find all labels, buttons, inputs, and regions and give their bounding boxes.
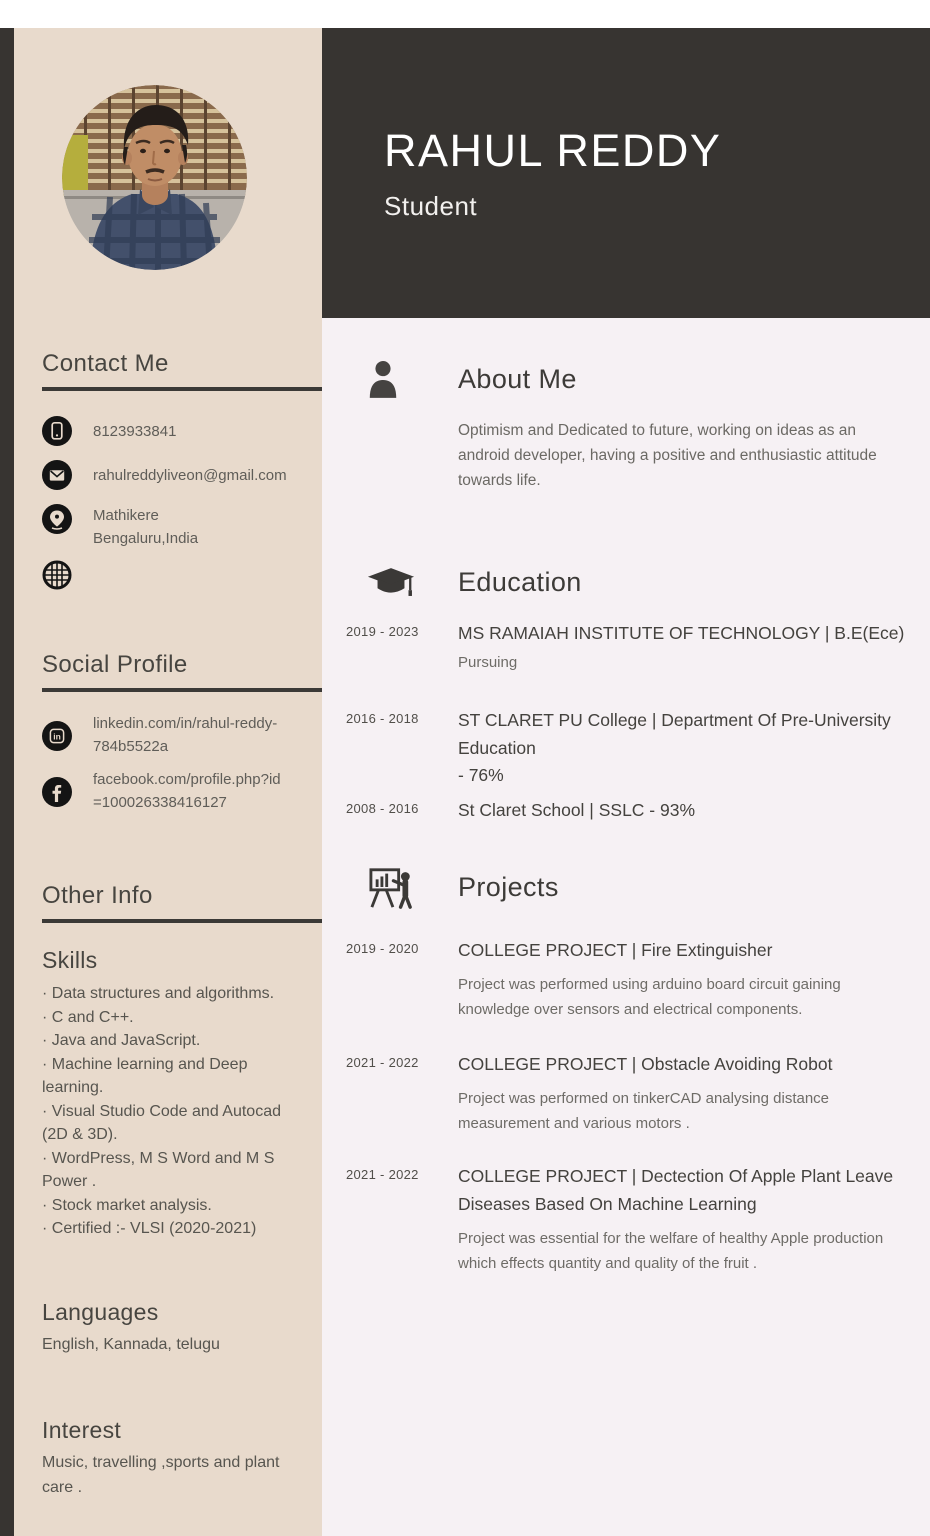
entry-title: COLLEGE PROJECT | Fire Extinguisher — [458, 940, 773, 960]
entry-title: COLLEGE PROJECT | Obstacle Avoiding Robot — [458, 1054, 833, 1074]
person-icon — [366, 359, 400, 399]
location-line2: Bengaluru,India — [93, 530, 199, 547]
social-section-title: Social Profile — [42, 651, 188, 678]
contact-section-title: Contact Me — [42, 350, 169, 377]
skills-list — [42, 982, 306, 1241]
about-title: About Me — [458, 363, 577, 394]
project-entry — [346, 1050, 912, 1136]
globe-icon — [42, 560, 72, 590]
email-icon — [42, 460, 72, 490]
left-accent-strip — [0, 28, 14, 1536]
entry-description: Project was essential for the welfare of healthy Apple production which effects quantity and quality of the fruit . — [458, 1230, 884, 1272]
education-entry — [346, 619, 912, 674]
linkedin-icon — [42, 721, 72, 751]
contact-list — [42, 409, 310, 597]
project-entry — [346, 936, 912, 1022]
entry-period: 2016 - 2018 — [346, 711, 419, 726]
graduation-cap-icon — [366, 564, 416, 601]
linkedin-url-line1: linkedin.com/in/rahul-reddy- — [93, 715, 278, 732]
education-section — [346, 555, 912, 824]
contact-location-row — [42, 497, 310, 553]
contact-email-row — [42, 453, 310, 497]
section-underline — [42, 919, 322, 923]
skill-item: · Certified :- VLSI (2020-2021) — [42, 1220, 257, 1237]
skill-item: · Java and JavaScript. — [42, 1032, 201, 1049]
skill-item: · Stock market analysis. — [42, 1196, 212, 1214]
person-name: RAHUL REDDY — [384, 125, 722, 176]
email-address: rahulreddyliveon@gmail.com — [93, 466, 287, 484]
entry-title: ST CLARET PU College | Department Of Pre-University Education — [458, 710, 891, 758]
facebook-url-line1: facebook.com/profile.php?id — [93, 771, 281, 788]
svg-text:in: in — [53, 731, 61, 742]
projects-section — [346, 860, 912, 1276]
skill-item: · C and C++. — [42, 1008, 134, 1026]
entry-period: 2008 - 2016 — [346, 801, 419, 816]
profile-photo — [62, 85, 247, 270]
entry-period: 2021 - 2022 — [346, 1055, 419, 1070]
facebook-row — [42, 764, 310, 820]
facebook-icon — [42, 777, 72, 807]
contact-website-row — [42, 553, 310, 597]
contact-phone-row — [42, 409, 310, 453]
entry-description: Project was performed using arduino board circuit gaining knowledge over sensors and electrical components. — [458, 976, 841, 1018]
education-title: Education — [458, 566, 582, 597]
linkedin-row — [42, 708, 310, 764]
about-text: Optimism and Dedicated to future, working on ideas as an android developer, having a positive and enthusiastic attitude towards life. — [458, 422, 877, 489]
profile-photo-illustration — [62, 85, 247, 270]
interest-text: Music, travelling ,sports and plant care . — [42, 1453, 280, 1496]
about-section — [346, 352, 912, 493]
person-role: Student — [384, 191, 478, 221]
section-underline — [42, 688, 322, 692]
facebook-url-line2: =100026338416127 — [93, 794, 227, 811]
entry-description: Project was performed on tinkerCAD analysing distance measurement and various motors . — [458, 1090, 830, 1132]
phone-icon — [42, 416, 72, 446]
linkedin-url-line2: 784b5522a — [93, 738, 169, 755]
social-list — [42, 708, 310, 820]
location-line1: Mathikere — [93, 507, 159, 524]
section-underline — [42, 387, 322, 391]
skill-item: · Machine learning and Deep learning. — [42, 1055, 248, 1096]
projects-title: Projects — [458, 871, 559, 902]
languages-title: Languages — [42, 1298, 159, 1325]
entry-title: St Claret School | SSLC - 93% — [458, 800, 696, 820]
entry-note: Pursuing — [458, 654, 518, 671]
languages-text: English, Kannada, telugu — [42, 1335, 220, 1353]
presentation-icon — [366, 865, 416, 909]
entry-title: MS RAMAIAH INSTITUTE OF TECHNOLOGY | B.E(Ece) — [458, 623, 905, 643]
sidebar — [14, 28, 322, 1536]
header-banner — [322, 28, 930, 318]
location-text — [93, 504, 198, 550]
education-entry — [346, 706, 912, 788]
entry-detail: - 76% — [458, 765, 504, 785]
facebook-url — [93, 768, 281, 814]
entry-period: 2019 - 2023 — [346, 624, 419, 639]
skill-item: · WordPress, M S Word and M S Power . — [42, 1149, 275, 1190]
linkedin-url — [93, 712, 277, 758]
education-entry — [346, 796, 912, 824]
interest-title: Interest — [42, 1416, 122, 1443]
main-content — [322, 318, 930, 1536]
entry-period: 2021 - 2022 — [346, 1167, 419, 1182]
entry-period: 2019 - 2020 — [346, 941, 419, 956]
skill-item: · Visual Studio Code and Autocad (2D & 3D). — [42, 1102, 281, 1143]
location-icon — [42, 504, 72, 534]
skill-item: · Data structures and algorithms. — [42, 985, 275, 1002]
phone-number: 8123933841 — [93, 422, 177, 440]
other-info-section-title: Other Info — [42, 882, 153, 909]
project-entry — [346, 1162, 912, 1276]
entry-title: COLLEGE PROJECT | Dectection Of Apple Plant Leave Diseases Based On Machine Learning — [458, 1166, 894, 1214]
skills-title: Skills — [42, 947, 98, 973]
